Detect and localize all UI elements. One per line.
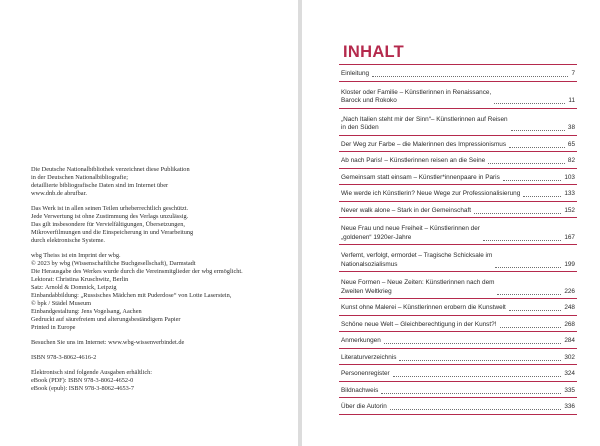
toc-entry-title-line: Literaturverzeichnis bbox=[341, 353, 397, 361]
toc-entry-title-line: Der Weg zur Farbe – die Malerinnen des Impressionismus bbox=[341, 140, 507, 148]
toc-entry-title bbox=[341, 225, 480, 242]
toc-entry bbox=[339, 398, 577, 414]
imprint-line: Die Deutsche Nationalbibliothek verzeichnet diese Publikation bbox=[31, 166, 190, 173]
toc-entry-title-line: Barock und Rokoko bbox=[341, 97, 397, 105]
toc-page-number: 133 bbox=[564, 190, 575, 198]
toc-page-number: 152 bbox=[564, 206, 575, 214]
toc-entry-title-line: Gemeinsam statt einsam – Künstler*innenpaare in Paris bbox=[341, 173, 500, 181]
toc-page-number: 284 bbox=[564, 337, 575, 345]
toc-divider bbox=[339, 414, 577, 415]
toc-entry-title-line: „Nach Italien steht mir der Sinn“– Künstlerinnen auf Reisen bbox=[341, 115, 508, 123]
toc-dot-leader bbox=[483, 239, 561, 241]
toc-entry bbox=[339, 218, 577, 244]
toc-entry bbox=[339, 365, 577, 381]
imprint-line: durch elektronische Systeme. bbox=[31, 237, 105, 244]
toc-entry-title bbox=[341, 174, 500, 182]
imprint-block bbox=[31, 354, 276, 362]
toc-entry bbox=[339, 349, 577, 365]
toc-dot-leader bbox=[488, 162, 565, 164]
toc-entry-title-line: Nationalsozialismus bbox=[341, 260, 398, 268]
toc-entry bbox=[339, 152, 577, 168]
toc-title: INHALT bbox=[343, 43, 405, 61]
imprint-line: Einbandabbildung: „Russisches Mädchen mit Puderdose“ von Lotte Laserstein, bbox=[31, 292, 232, 299]
imprint-line: Besuchen Sie uns im Internet: www.wbg-wissenverbindet.de bbox=[31, 339, 185, 346]
imprint-line: www.dnb.de abrufbar. bbox=[31, 190, 87, 197]
toc-dot-leader bbox=[399, 359, 561, 361]
toc-entry-title bbox=[341, 190, 520, 198]
imprint-line: Einbandgestaltung: Jens Vogelsang, Aachen bbox=[31, 308, 142, 315]
toc-entry-title-line: Kloster oder Familie – Künstlerinnen in Renaissance, bbox=[341, 88, 492, 96]
imprint-block bbox=[31, 369, 276, 393]
toc-entry-title-line: Never walk alone – Stark in der Gemeinschaft bbox=[341, 206, 472, 214]
toc-entry bbox=[339, 202, 577, 218]
toc-entry-title bbox=[341, 387, 378, 395]
imprint-block bbox=[31, 252, 276, 332]
toc-page-number: 82 bbox=[567, 157, 575, 165]
toc-entry-title-line: Neue Frau und neue Freiheit – Künstlerinnen der bbox=[341, 225, 480, 233]
toc-dot-leader bbox=[393, 375, 562, 377]
imprint-line: Das Werk ist in allen seinen Teilen urheberrechtlich geschützt. bbox=[31, 205, 189, 212]
toc-page-number: 7 bbox=[571, 70, 575, 78]
toc-dot-leader bbox=[474, 212, 561, 214]
toc-entry bbox=[339, 332, 577, 348]
toc-entry bbox=[339, 272, 577, 298]
imprint-line: Printed in Europe bbox=[31, 324, 76, 331]
toc-entry bbox=[339, 382, 577, 398]
toc-entry-title-line: Verfemt, verfolgt, ermordet – Tragische Schicksale im bbox=[341, 252, 493, 260]
imprint-line: ISBN 978-3-8062-4616-2 bbox=[31, 354, 97, 361]
toc-entry bbox=[339, 316, 577, 332]
imprint-block bbox=[31, 339, 276, 347]
imprint-line: Mikroverfilmungen und die Einspeicherung in und Verarbeitung bbox=[31, 229, 194, 236]
toc-page-number: 38 bbox=[567, 124, 575, 132]
toc-dot-leader bbox=[390, 408, 562, 410]
imprint-line: Satz: Arnold & Domnick, Leipzig bbox=[31, 284, 117, 291]
imprint-line: detaillierte bibliografische Daten sind im Internet über bbox=[31, 182, 169, 189]
toc-page-number: 248 bbox=[564, 304, 575, 312]
toc-entry-title bbox=[341, 337, 381, 345]
toc-entry-title-line: Personenregister bbox=[341, 370, 390, 378]
toc-dot-leader bbox=[500, 326, 562, 328]
toc-entry-title-line: Zweiten Weltkrieg bbox=[341, 287, 392, 295]
toc-entry-title bbox=[341, 304, 506, 312]
toc-entry-title bbox=[341, 370, 390, 378]
imprint-block bbox=[31, 166, 276, 198]
toc-dot-leader bbox=[384, 342, 562, 344]
toc-entry-title-line: Anmerkungen bbox=[341, 337, 381, 345]
imprint-line: Gedruckt auf säurefreiem und alterungsbeständigem Papier bbox=[31, 316, 181, 323]
imprint-line: eBook (epub): ISBN 978-3-8062-4653-7 bbox=[31, 385, 135, 392]
toc-entry-title-line: Wie werde ich Künstlerin? Neue Wege zur Professionalisierung bbox=[341, 190, 521, 198]
toc-entry-title-line: in den Süden bbox=[341, 124, 379, 132]
toc-entry-title bbox=[341, 252, 492, 269]
toc-dot-leader bbox=[494, 102, 565, 104]
toc-entry bbox=[339, 299, 577, 315]
toc-entry bbox=[339, 169, 577, 185]
toc-entry bbox=[339, 109, 577, 135]
imprint-line: in der Deutschen Nationalbibliografie; bbox=[31, 174, 129, 181]
toc-entry bbox=[339, 136, 577, 152]
imprint-line: Die Herausgabe des Werkes wurde durch die Vereinsmitglieder der wbg ermöglicht. bbox=[31, 268, 243, 275]
toc-entry bbox=[339, 82, 577, 108]
toc-dot-leader bbox=[495, 266, 561, 268]
toc-page-number: 11 bbox=[568, 97, 575, 105]
toc-entry-title bbox=[341, 279, 494, 296]
toc-entry bbox=[339, 65, 577, 81]
imprint-line: © bpk / Städel Museum bbox=[31, 300, 92, 307]
toc-entry-title-line: Über die Autorin bbox=[341, 403, 387, 411]
imprint-line: Lektorat: Christina Kruschwitz, Berlin bbox=[31, 276, 129, 283]
toc-dot-leader bbox=[511, 129, 565, 131]
imprint-line: Jede Verwertung ist ohne Zustimmung des Verlags unzulässig. bbox=[31, 213, 189, 220]
imprint-line: © 2023 by wbg (Wissenschaftliche Buchgesellschaft), Darmstadt bbox=[31, 260, 196, 267]
toc-page-number: 103 bbox=[564, 173, 575, 181]
toc-page-number: 302 bbox=[564, 353, 575, 361]
toc-entry-title bbox=[341, 116, 508, 133]
imprint-line: Das gilt insbesondere für Vervielfältigungen, Übersetzungen, bbox=[31, 221, 185, 228]
toc-dot-leader bbox=[381, 392, 561, 394]
imprint-text bbox=[31, 166, 276, 400]
toc-dot-leader bbox=[372, 75, 568, 77]
imprint-line: Elektronisch sind folgende Ausgaben erhältlich: bbox=[31, 369, 153, 376]
imprint-block bbox=[31, 205, 276, 245]
toc-dot-leader bbox=[523, 195, 561, 197]
toc-entry-title bbox=[341, 70, 369, 78]
toc-entry-title-line: „goldenen“ 1920er-Jahre bbox=[341, 233, 412, 241]
toc-page-number: 65 bbox=[567, 140, 575, 148]
toc-dot-leader bbox=[509, 309, 561, 311]
toc-entry-title-line: Neue Formen – Neue Zeiten: Künstlerinnen nach dem bbox=[341, 279, 495, 287]
toc-entry-title bbox=[341, 207, 471, 215]
toc-page-number: 167 bbox=[564, 233, 575, 241]
imprint-line: wbg Theiss ist ein Imprint der wbg. bbox=[31, 252, 121, 259]
toc-page-number: 199 bbox=[564, 260, 575, 268]
toc-entry bbox=[339, 245, 577, 271]
toc-entry-title bbox=[341, 403, 387, 411]
toc-entry-title-line: Einleitung bbox=[341, 70, 370, 78]
toc-entry-title bbox=[341, 141, 506, 149]
left-page bbox=[0, 0, 298, 446]
right-page bbox=[302, 0, 600, 446]
toc-page-number: 336 bbox=[564, 403, 575, 411]
toc-entry-title-line: Bildnachweis bbox=[341, 386, 379, 394]
toc-entry-title-line: Schöne neue Welt – Gleichberechtigung in der Kunst?! bbox=[341, 320, 497, 328]
toc-entry-title bbox=[341, 157, 485, 165]
toc-dot-leader bbox=[503, 179, 562, 181]
toc-page-number: 226 bbox=[564, 287, 575, 295]
toc-dot-leader bbox=[497, 293, 561, 295]
toc-page-number: 324 bbox=[564, 370, 575, 378]
toc-entry-title-line: Ab nach Paris! – Künstlerinnen reisen an die Seine bbox=[341, 157, 486, 165]
table-of-contents bbox=[339, 64, 577, 415]
toc-entry-title bbox=[341, 89, 491, 106]
toc-entry bbox=[339, 185, 577, 201]
imprint-line: eBook (PDF): ISBN 978-3-8062-4652-0 bbox=[31, 377, 134, 384]
toc-dot-leader bbox=[509, 146, 565, 148]
toc-page-number: 335 bbox=[564, 386, 575, 394]
toc-entry-title bbox=[341, 354, 396, 362]
toc-entry-title-line: Kunst ohne Malerei – Künstlerinnen erobern die Kunstwelt bbox=[341, 304, 506, 312]
toc-page-number: 268 bbox=[564, 320, 575, 328]
toc-entry-title bbox=[341, 321, 497, 329]
